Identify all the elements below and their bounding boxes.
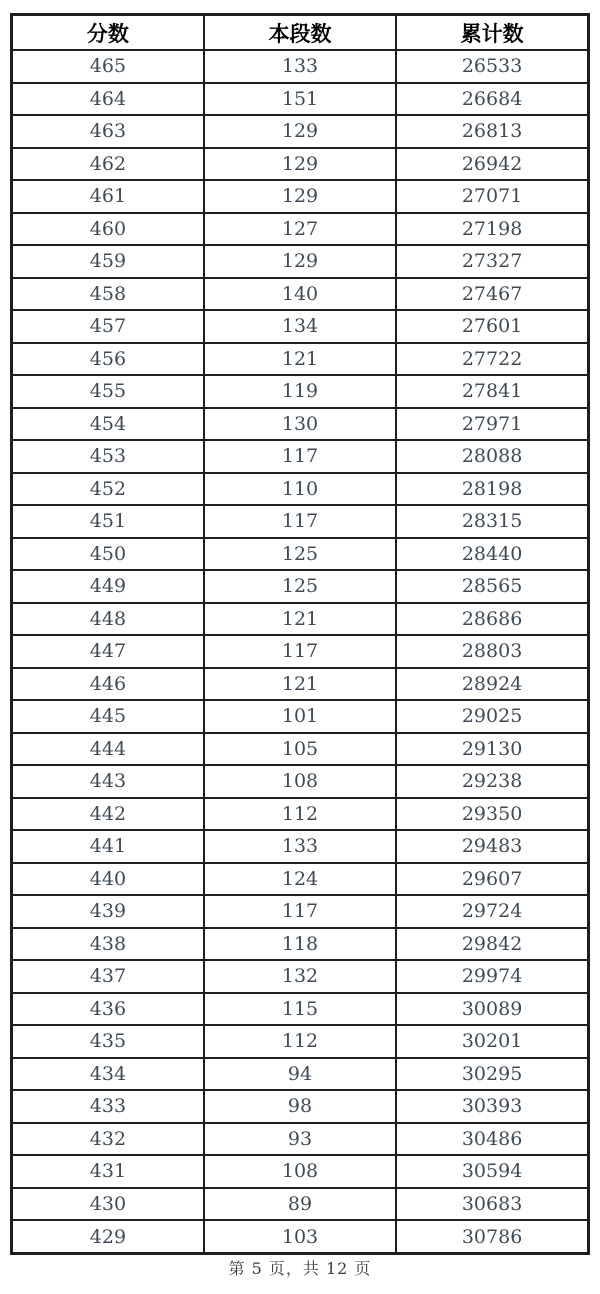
table-row	[12, 895, 589, 928]
score-cell: 442	[12, 798, 204, 831]
table-row	[12, 180, 589, 213]
header-cumulative-count: 累计数	[396, 15, 588, 51]
cumulative-count-cell: 28686	[396, 603, 588, 636]
table-row	[12, 603, 589, 636]
score-cell: 462	[12, 148, 204, 181]
score-cell: 440	[12, 863, 204, 896]
table-row	[12, 1188, 589, 1221]
segment-count-cell: 124	[204, 863, 396, 896]
header-score: 分数	[12, 15, 204, 51]
segment-count-cell: 117	[204, 440, 396, 473]
segment-count-cell: 133	[204, 830, 396, 863]
segment-count-cell: 121	[204, 343, 396, 376]
score-cell: 444	[12, 733, 204, 766]
score-cell: 460	[12, 213, 204, 246]
table-row	[12, 1058, 589, 1091]
table-row	[12, 278, 589, 311]
cumulative-count-cell: 28565	[396, 570, 588, 603]
segment-count-cell: 125	[204, 538, 396, 571]
cumulative-count-cell: 27467	[396, 278, 588, 311]
segment-count-cell: 125	[204, 570, 396, 603]
score-cell: 438	[12, 928, 204, 961]
score-cell: 457	[12, 310, 204, 343]
cumulative-count-cell: 29350	[396, 798, 588, 831]
table-row	[12, 1220, 589, 1254]
segment-count-cell: 119	[204, 375, 396, 408]
score-cell: 458	[12, 278, 204, 311]
segment-count-cell: 133	[204, 50, 396, 83]
table-row	[12, 863, 589, 896]
segment-count-cell: 151	[204, 83, 396, 116]
score-cell: 441	[12, 830, 204, 863]
score-cell: 461	[12, 180, 204, 213]
score-cell: 451	[12, 505, 204, 538]
score-cell: 446	[12, 668, 204, 701]
cumulative-count-cell: 28315	[396, 505, 588, 538]
table-row	[12, 635, 589, 668]
table-row	[12, 538, 589, 571]
cumulative-count-cell: 28198	[396, 473, 588, 506]
segment-count-cell: 108	[204, 1155, 396, 1188]
table-row	[12, 960, 589, 993]
score-cell: 445	[12, 700, 204, 733]
cumulative-count-cell: 30393	[396, 1090, 588, 1123]
table-row	[12, 993, 589, 1026]
score-cell: 450	[12, 538, 204, 571]
segment-count-cell: 110	[204, 473, 396, 506]
segment-count-cell: 140	[204, 278, 396, 311]
segment-count-cell: 101	[204, 700, 396, 733]
score-distribution-table	[10, 13, 590, 1255]
score-cell: 452	[12, 473, 204, 506]
cumulative-count-cell: 27841	[396, 375, 588, 408]
cumulative-count-cell: 30201	[396, 1025, 588, 1058]
table-row	[12, 505, 589, 538]
header-row	[12, 15, 589, 51]
segment-count-cell: 105	[204, 733, 396, 766]
cumulative-count-cell: 29842	[396, 928, 588, 961]
page-footer: 第 5 页，共 12 页	[228, 1259, 372, 1278]
score-cell: 429	[12, 1220, 204, 1254]
table-row	[12, 408, 589, 441]
cumulative-count-cell: 30786	[396, 1220, 588, 1254]
score-cell: 436	[12, 993, 204, 1026]
segment-count-cell: 117	[204, 895, 396, 928]
table-row	[12, 115, 589, 148]
segment-count-cell: 103	[204, 1220, 396, 1254]
table-row	[12, 765, 589, 798]
cumulative-count-cell: 27601	[396, 310, 588, 343]
segment-count-cell: 112	[204, 1025, 396, 1058]
table-row	[12, 668, 589, 701]
table-row	[12, 1025, 589, 1058]
table-row	[12, 1123, 589, 1156]
table-row	[12, 1155, 589, 1188]
score-cell: 439	[12, 895, 204, 928]
score-cell: 437	[12, 960, 204, 993]
score-cell: 431	[12, 1155, 204, 1188]
table-row	[12, 570, 589, 603]
segment-count-cell: 118	[204, 928, 396, 961]
score-cell: 455	[12, 375, 204, 408]
table-row	[12, 928, 589, 961]
table-row	[12, 213, 589, 246]
segment-count-cell: 134	[204, 310, 396, 343]
segment-count-cell: 130	[204, 408, 396, 441]
score-cell: 465	[12, 50, 204, 83]
table-row	[12, 798, 589, 831]
segment-count-cell: 89	[204, 1188, 396, 1221]
cumulative-count-cell: 30683	[396, 1188, 588, 1221]
table-row	[12, 310, 589, 343]
segment-count-cell: 129	[204, 180, 396, 213]
score-cell: 454	[12, 408, 204, 441]
cumulative-count-cell: 30594	[396, 1155, 588, 1188]
score-cell: 435	[12, 1025, 204, 1058]
score-cell: 453	[12, 440, 204, 473]
score-cell: 449	[12, 570, 204, 603]
table-header	[12, 15, 589, 51]
cumulative-count-cell: 26684	[396, 83, 588, 116]
cumulative-count-cell: 29483	[396, 830, 588, 863]
segment-count-cell: 98	[204, 1090, 396, 1123]
table-row	[12, 1090, 589, 1123]
cumulative-count-cell: 27071	[396, 180, 588, 213]
cumulative-count-cell: 29974	[396, 960, 588, 993]
score-cell: 432	[12, 1123, 204, 1156]
score-cell: 433	[12, 1090, 204, 1123]
table-row	[12, 375, 589, 408]
segment-count-cell: 129	[204, 115, 396, 148]
segment-count-cell: 121	[204, 603, 396, 636]
table-row	[12, 245, 589, 278]
cumulative-count-cell: 27722	[396, 343, 588, 376]
segment-count-cell: 117	[204, 635, 396, 668]
cumulative-count-cell: 27971	[396, 408, 588, 441]
segment-count-cell: 115	[204, 993, 396, 1026]
score-cell: 463	[12, 115, 204, 148]
cumulative-count-cell: 26533	[396, 50, 588, 83]
table-row	[12, 343, 589, 376]
table-row	[12, 830, 589, 863]
cumulative-count-cell: 29238	[396, 765, 588, 798]
cumulative-count-cell: 29724	[396, 895, 588, 928]
cumulative-count-cell: 28803	[396, 635, 588, 668]
segment-count-cell: 93	[204, 1123, 396, 1156]
table-row	[12, 440, 589, 473]
score-cell: 448	[12, 603, 204, 636]
cumulative-count-cell: 28088	[396, 440, 588, 473]
segment-count-cell: 94	[204, 1058, 396, 1091]
cumulative-count-cell: 30089	[396, 993, 588, 1026]
table-row	[12, 83, 589, 116]
cumulative-count-cell: 27198	[396, 213, 588, 246]
cumulative-count-cell: 28924	[396, 668, 588, 701]
table-row	[12, 700, 589, 733]
cumulative-count-cell: 29607	[396, 863, 588, 896]
score-cell: 434	[12, 1058, 204, 1091]
cumulative-count-cell: 27327	[396, 245, 588, 278]
score-cell: 447	[12, 635, 204, 668]
cumulative-count-cell: 29130	[396, 733, 588, 766]
table-row	[12, 50, 589, 83]
score-cell: 456	[12, 343, 204, 376]
cumulative-count-cell: 28440	[396, 538, 588, 571]
header-segment-count: 本段数	[204, 15, 396, 51]
table-row	[12, 733, 589, 766]
table-row	[12, 148, 589, 181]
cumulative-count-cell: 29025	[396, 700, 588, 733]
score-cell: 464	[12, 83, 204, 116]
segment-count-cell: 129	[204, 245, 396, 278]
segment-count-cell: 108	[204, 765, 396, 798]
segment-count-cell: 112	[204, 798, 396, 831]
table-body	[12, 50, 589, 1254]
score-cell: 430	[12, 1188, 204, 1221]
score-cell: 459	[12, 245, 204, 278]
segment-count-cell: 121	[204, 668, 396, 701]
segment-count-cell: 117	[204, 505, 396, 538]
cumulative-count-cell: 26813	[396, 115, 588, 148]
table-row	[12, 473, 589, 506]
segment-count-cell: 127	[204, 213, 396, 246]
score-cell: 443	[12, 765, 204, 798]
cumulative-count-cell: 30486	[396, 1123, 588, 1156]
segment-count-cell: 129	[204, 148, 396, 181]
segment-count-cell: 132	[204, 960, 396, 993]
cumulative-count-cell: 26942	[396, 148, 588, 181]
cumulative-count-cell: 30295	[396, 1058, 588, 1091]
